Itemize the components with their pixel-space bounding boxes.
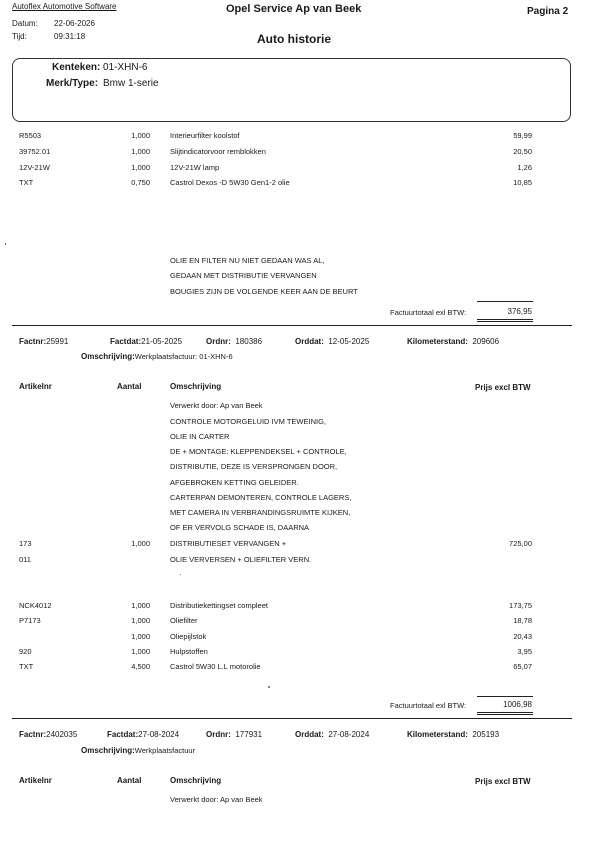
item-qty: 0,750 — [131, 178, 150, 187]
table-row: OF ER VERVOLG SCHADE IS, DAARNA — [170, 523, 310, 532]
total-underline — [477, 319, 533, 320]
invoice-description: Omschrijving:Werkplaatsfactuur — [81, 746, 196, 755]
table-row: P7173 1,000 Oliefilter 18,78 — [19, 616, 532, 625]
item-desc: 12V-21W lamp — [170, 163, 220, 172]
table-row: 173 1,000 DISTRIBUTIESET VERVANGEN + 725,00 — [19, 539, 532, 548]
table-row: TXT 4,500 Castrol 5W30 L.L motorolie 65,07 — [19, 662, 532, 671]
scan-speck — [5, 243, 6, 245]
table-row: Verwerkt door: Ap van Beek — [170, 795, 263, 804]
table-row: NCK4012 1,000 Distributiekettingset compleet 173,75 — [19, 601, 532, 610]
column-header-aantal: Aantal — [117, 776, 142, 785]
order-date: Orddat: 27-08-2024 — [295, 730, 370, 739]
note-line: BOUGIES ZIJN DE VOLGENDE KEER AAN DE BEURT — [170, 287, 358, 296]
item-code: R5503 — [19, 131, 42, 140]
item-code: 39752.01 — [19, 147, 51, 156]
list-item — [0, 163, 594, 175]
date-value: 22-06-2026 — [54, 19, 95, 28]
invoice-number: Factnr:25991 — [19, 337, 69, 346]
total-underline — [477, 714, 533, 715]
table-row: CARTERPAN DEMONTEREN, CONTROLE LAGERS, — [170, 493, 352, 502]
order-number: Ordnr: 177931 — [206, 730, 263, 739]
item-desc: Interieurfilter koolstof — [170, 131, 240, 140]
list-item — [0, 147, 594, 159]
item-code: 12V-21W — [19, 163, 50, 172]
item-qty: 1,000 — [131, 163, 150, 172]
type-label: Merk/Type: — [46, 78, 99, 89]
total-label: Factuurtotaal exl BTW: — [390, 701, 467, 710]
column-header-omschrijving: Omschrijving — [170, 382, 222, 391]
item-price: 1,26 — [517, 163, 532, 172]
note-line: GEDAAN MET DISTRIBUTIE VERVANGEN — [170, 271, 317, 280]
order-date: Orddat: 12-05-2025 — [295, 337, 370, 346]
company-name: Opel Service Ap van Beek — [226, 3, 362, 15]
note-line: OLIE EN FILTER NU NIET GEDAAN WAS AL, — [170, 256, 325, 265]
column-header-artikel: Artikelnr — [19, 382, 52, 391]
table-row: AFGEBROKEN KETTING GELEIDER. — [170, 478, 299, 487]
column-header-aantal: Aantal — [117, 382, 142, 391]
total-value: 1006,98 — [503, 700, 532, 709]
table-row: 011 OLIE VERVERSEN + OLIEFILTER VERN. — [19, 555, 312, 564]
type-value: Bmw 1-serie — [103, 78, 159, 89]
column-header-prijs: Prijs excl BTW — [475, 383, 531, 392]
item-code: TXT — [19, 178, 34, 187]
column-header-artikel: Artikelnr — [19, 776, 52, 785]
item-desc: Castrol Dexos -D 5W30 Gen1-2 olie — [170, 178, 290, 187]
list-item — [0, 131, 594, 143]
page-title: Auto historie — [257, 32, 331, 46]
date-label: Datum: — [12, 19, 38, 28]
total-rule — [477, 301, 533, 302]
page-number: Pagina 2 — [527, 6, 569, 17]
order-number: Ordnr: 180386 — [206, 337, 263, 346]
invoice-number: Factnr:2402035 — [19, 730, 78, 739]
plate-value: 01-XHN-6 — [103, 62, 148, 73]
column-header-prijs: Prijs excl BTW — [475, 777, 531, 786]
table-row: CONTROLE MOTORGELUID IVM TEWEINIG, — [170, 417, 326, 426]
column-header-omschrijving: Omschrijving — [170, 776, 222, 785]
invoice-date: Factdat:27-08-2024 — [107, 730, 180, 739]
time-value: 09:31:18 — [54, 32, 86, 41]
table-row: MET CAMERA IN VERBRANDINGSRUIMTE KIJKEN, — [170, 508, 351, 517]
item-desc: Slijtindicatorvoor remblokken — [170, 147, 266, 156]
total-label: Factuurtotaal exl BTW: — [390, 308, 467, 317]
table-row: OLIE IN CARTER — [170, 432, 230, 441]
item-price: 59,99 — [513, 131, 532, 140]
invoice-date: Factdat:21-05-2025 — [110, 337, 183, 346]
scan-speck — [268, 686, 270, 688]
item-price: 20,50 — [513, 147, 532, 156]
plate-label: Kenteken: — [52, 62, 101, 73]
total-value: 376,95 — [507, 307, 532, 316]
item-price: 10,85 — [513, 178, 532, 187]
total-underline — [477, 321, 533, 322]
time-label: Tijd: — [12, 32, 27, 41]
invoice-description: Omschrijving:Werkplaatsfactuur: 01-XHN-6 — [81, 352, 233, 361]
table-row: DISTRIBUTIE, DEZE IS VERSPRONGEN DOOR, — [170, 462, 338, 471]
table-row: 1,000 Oliepijlstok 20,43 — [131, 632, 532, 641]
software-name: Autoflex Automotive Software — [12, 2, 117, 11]
total-underline — [477, 712, 533, 713]
mileage: Kilometerstand: 205193 — [407, 730, 500, 739]
list-item — [0, 178, 594, 190]
item-qty: 1,000 — [131, 147, 150, 156]
item-qty: 1,000 — [131, 131, 150, 140]
total-rule — [477, 696, 533, 697]
scan-speck — [180, 574, 181, 575]
mileage: Kilometerstand: 209606 — [407, 337, 500, 346]
table-row: DE + MONTAGE: KLEPPENDEKSEL + CONTROLE, — [170, 447, 347, 456]
table-row: 920 1,000 Hulpstoffen 3,95 — [19, 647, 532, 656]
invoice-divider — [12, 718, 572, 719]
table-row: Verwerkt door: Ap van Beek — [170, 401, 263, 410]
invoice-divider — [12, 325, 572, 326]
